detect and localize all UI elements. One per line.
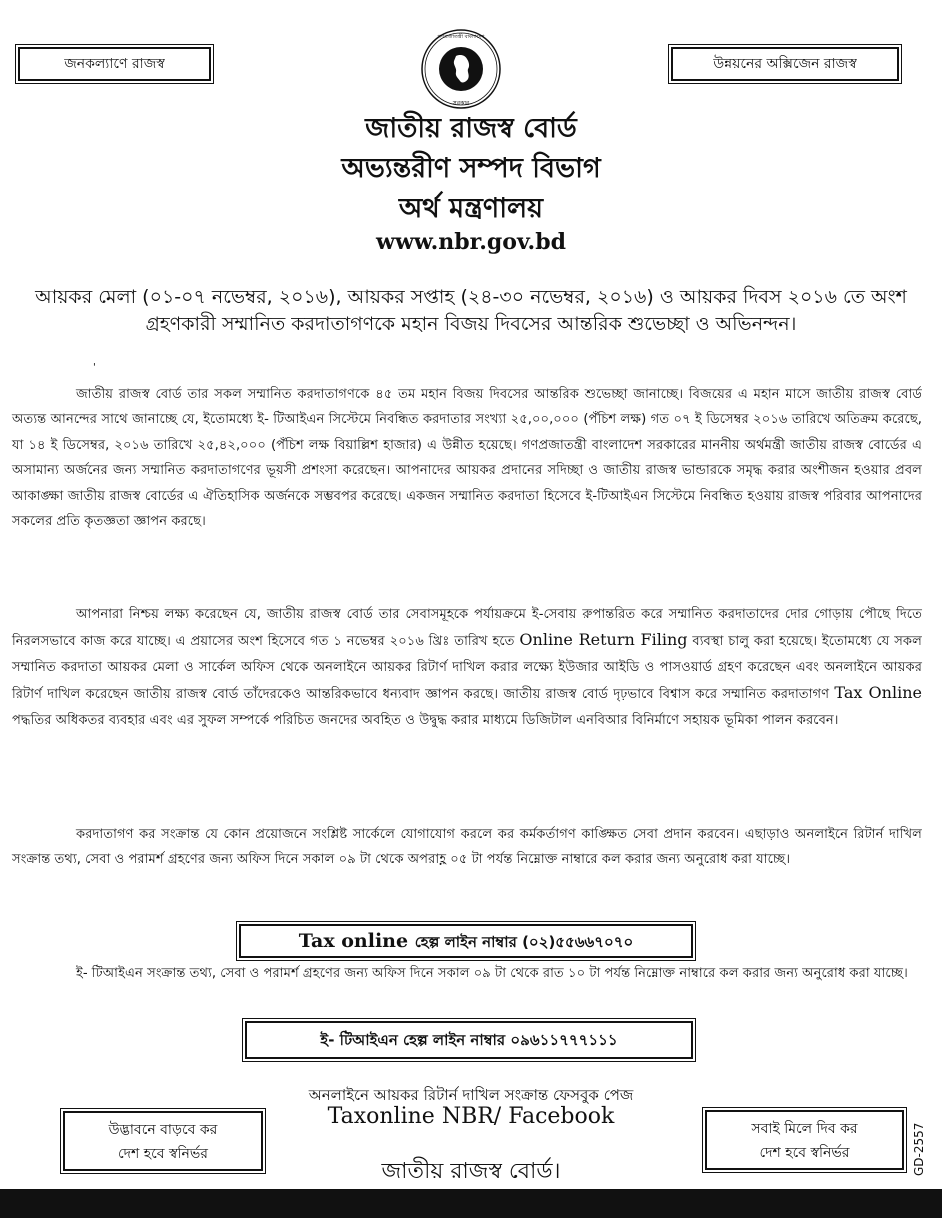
body-paragraph-1: জাতীয় রাজস্ব বোর্ড তার সকল সম্মানিত করদাতাগণকে ৪৫ তম মহান বিজয় দিবসের আন্তরিক শুভেচ্ছা জানাচ্ছে। বিজয়ের এ মহান মাসে জাতীয় রাজস্ব বোর্ড অত্যন্ত আনন্দের সাথে জানাচ্ছে যে, ইতোমধ্যে ই- টিআইএন সিস্টেমে নিবন্ধিত করদাতার সংখ্যা ২৫,০০,০০০ (পঁচিশ লক্ষ) গত ০৭ ই ডিসেম্বর ২০১৬ তারিখে অতিক্রম করেছে, যা ১৪ ই ডিসেম্বর, ২০১৬ তারিখে ২৫,৪২,০০০ (পঁচিশ লক্ষ বিয়াল্লিশ হাজার) এ উন্নীত হয়েছে। গণপ্রজাতন্ত্রী বাংলাদেশ সরকারের মাননীয় অর্থমন্ত্রী জাতীয় রাজস্ব বোর্ডের এ অসামান্য অর্জনের জন্য সম্মানিত করদাতাগণের ভূয়সী প্রশংসা করেছেন। আপনাদের আয়কর প্রদানের সদিচ্ছা ও জাতীয় রাজস্ব ভান্ডারকে সমৃদ্ধ করার অংশীজন হওয়ার প্রবল আকাঙ্ক্ষা জাতীয় রাজস্ব বোর্ডের এ ঐতিহাসিক অর্জনকে সম্ভবপর করেছে। একজন সম্মানিত করদাতা হিসেবে ই-টিআইএন সিস্টেমে নিবন্ধিত হওয়ায় রাজস্ব পরিবার আপনাদের সকলের প্রতি কৃতজ্ঞতা জ্ঞাপন করছে। [12,387,922,530]
etin-helpline-box [245,1021,693,1059]
etin-helpline-text: ই- টিআইএন হেল্প লাইন নাম্বার ০৯৬১১৭৭৭১১১ [320,1031,618,1049]
slogan-box-right [671,47,899,81]
ad-code: GD-2557 [912,1122,926,1176]
tax-online-text: Tax Online [834,683,922,703]
seal-text-top: গণপ্রজাতন্ত্রী বাংলাদেশ [437,34,485,40]
sign-off: জাতীয় রাজস্ব বোর্ড। [381,1159,561,1184]
body-paragraph-2 [12,602,922,733]
para2-text-c: পদ্ধতির অধিকতর ব্যবহার এবং এর সুফল সম্পর্কে পরিচিত জনদের অবহিত ও উদ্বুদ্ধ করার মাধ্যমে ডিজিটাল এনবিআর বিনির্মাণে সহায়ক ভূমিকা পালন করবেন। [12,712,839,728]
bottom-black-bar [0,1189,942,1218]
facebook-caption: অনলাইনে আয়কর রিটার্ন দাখিল সংক্রান্ত ফেসবুক পেজ [308,1086,634,1104]
slogan-br-line-2: দেশ হবে স্বনির্ভর [759,1145,850,1161]
slogan-right-text: উন্নয়নের অক্সিজেন রাজস্ব [713,56,857,72]
facebook-page-name[interactable]: Taxonline NBR/ Facebook [327,1104,615,1129]
tax-online-number: হেল্প লাইন নাম্বার (০২)৫৫৬৬৭০৭০ [414,933,634,951]
website-url[interactable]: www.nbr.gov.bd [376,229,566,255]
tax-online-helpline-box [239,924,693,958]
slogan-bl-line-2: দেশ হবে স্বনির্ভর [117,1146,208,1162]
slogan-left-text: জনকল্যাণে রাজস্ব [64,56,165,72]
department-name: অভ্যন্তরীণ সম্পদ বিভাগ [341,153,601,184]
slogan-br-line-1: সবাই মিলে দিব কর [751,1121,858,1137]
online-return-filing-text: Online Return Filing [519,630,688,650]
headline: আয়কর মেলা (০১-০৭ নভেম্বর, ২০১৬), আয়কর সপ্তাহ (২৪-৩০ নভেম্বর, ২০১৬) ও আয়কর দিবস ২০১৬ তে অংশ গ্রহণকারী সম্মানিত করদাতাগণকে মহান বিজয় দিবসের আন্তরিক শুভেচ্ছা ও অভিনন্দন। [35,286,907,335]
stray-mark: ' [93,362,96,373]
slogan-box-left [18,47,211,81]
ministry-name: অর্থ মন্ত্রণালয় [398,193,544,224]
para2-text-a: আপনারা নিশ্চয় লক্ষ্য করেছেন যে, জাতীয় রাজস্ব বোর্ড তার সেবাসমূহকে পর্যায়ক্রমে ই-সেবায় রুপান্তরিত করে সম্মানিত করদাতাদের দোর গোড়ায় পৌছে দিতে নিরলসভাবে কাজ করে যাচ্ছে। এ প্রয়াসের অংশ হিসেবে গত ১ নভেম্বর ২০১৬ খ্রিঃ তারিখ হতে [12,607,922,650]
tax-online-label: Tax online [298,930,409,952]
org-name: জাতীয় রাজস্ব বোর্ড [365,113,577,144]
slogan-bl-line-1: উদ্ভাবনে বাড়বে কর [108,1122,218,1138]
body-paragraph-3: করদাতাগণ কর সংক্রান্ত যে কোন প্রয়োজনে সংশ্লিষ্ট সার্কেলে যোগাযোগ করলে কর কর্মকর্তাগণ কাঙ্ক্ষিত সেবা প্রদান করবেন। এছাড়াও অনলাইনে রিটার্ন দাখিল সংক্রান্ত তথ্য, সেবা ও পরামর্শ গ্রহণের জন্য অফিস দিনে সকাল ০৯ টা থেকে অপরাহ্ণ ০৫ টা পর্যন্ত নিম্নোক্ত নাম্বারে কল করার জন্য অনুরোধ করা যাচ্ছে। [12,827,922,868]
body-paragraph-4: ই- টিআইএন সংক্রান্ত তথ্য, সেবা ও পরামর্শ গ্রহণের জন্য অফিস দিনে সকাল ০৯ টা থেকে রাত ১০ টা পর্যন্ত নিম্নোক্ত নাম্বারে কল করার জন্য অনুরোধ করা যাচ্ছে। [76,966,908,981]
para2-text-b: ব্যবস্থা চালু করা হয়েছে। ইতোমধ্যে যে সকল সম্মানিত করদাতা আয়কর মেলা ও সার্কেল অফিস থেকে অনলাইনে আয়কর রিটার্ণ দাখিল করার লক্ষ্যে ইউজার আইডি ও পাসওয়ার্ড গ্রহণ করেছেন এবং অনলাইনে আয়কর রিটার্ণ দাখিল করেছেন জাতীয় রাজস্ব বোর্ড তাঁদেরকেও আন্তরিকভাবে ধন্যবাদ জ্ঞাপন করছে। জাতীয় রাজস্ব বোর্ড দৃঢ়ভাবে বিশ্বাস করে সম্মানিত করদাতাগণ [12,634,922,703]
seal-text-bottom: সরকার [452,100,470,107]
government-seal-icon [420,28,502,110]
